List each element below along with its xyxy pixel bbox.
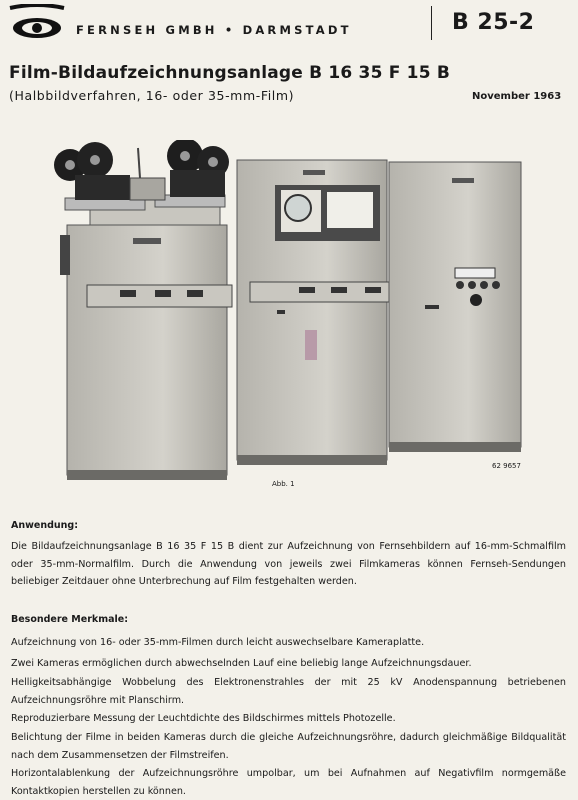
feature-item: Horizontalablenkung der Aufzeichnungsröhre umpolbar, um bei Aufnahmen auf Negativfilm normgemäße Kontaktkopien herstellen zu können. (11, 768, 566, 797)
equipment-photo (35, 140, 535, 490)
company-logo (8, 4, 66, 42)
company-name: FERNSEH GMBH • DARMSTADT (76, 23, 352, 37)
feature-item: Helligkeitsabhängige Wobbelung des Elektronenstrahles der mit 25 kV Anodenspannung betriebenen Aufzeichnungsröhre mit Planschirm. (11, 677, 566, 706)
section-text-anwendung: Die Bildaufzeichnungsanlage B 16 35 F 15 B dient zur Aufzeichnung von Fernsehbildern auf 16-mm-Schmalfilm oder 35-mm-Normalfilm. Durch die Anwendung von jeweils zwei Filmkameras können Fernseh-Sendungen beliebiger Zeitdauer ohne Unterbrechung auf Film festgehalten werden. (11, 541, 566, 587)
doc-number: B 25-2 (452, 10, 535, 35)
document-title: Film-Bildaufzeichnungsanlage B 16 35 F 15 B (9, 63, 450, 83)
figure-caption: Abb. 1 (272, 480, 295, 488)
section-heading-merkmale: Besondere Merkmale: (11, 614, 129, 625)
figure-code: 62 9657 (492, 462, 521, 470)
feature-item: Aufzeichnung von 16- oder 35-mm-Filmen durch leicht auswechselbare Kameraplatte. (11, 637, 425, 648)
feature-item: Reproduzierbare Messung der Leuchtdichte des Bildschirmes mittels Photozelle. (11, 713, 396, 724)
section-heading-anwendung: Anwendung: (11, 520, 79, 531)
feature-item: Zwei Kameras ermöglichen durch abwechselnden Lauf eine beliebig lange Aufzeichnungsdauer. (11, 658, 472, 669)
feature-item: Belichtung der Filme in beiden Kameras durch die gleiche Aufzeichnungsröhre, dadurch gleichmäßige Bildqualität nach dem Zusammensetzen der Filmstreifen. (11, 732, 566, 761)
document-date: November 1963 (472, 91, 562, 102)
document-subtitle: (Halbbildverfahren, 16- oder 35-mm-Film) (9, 88, 295, 103)
